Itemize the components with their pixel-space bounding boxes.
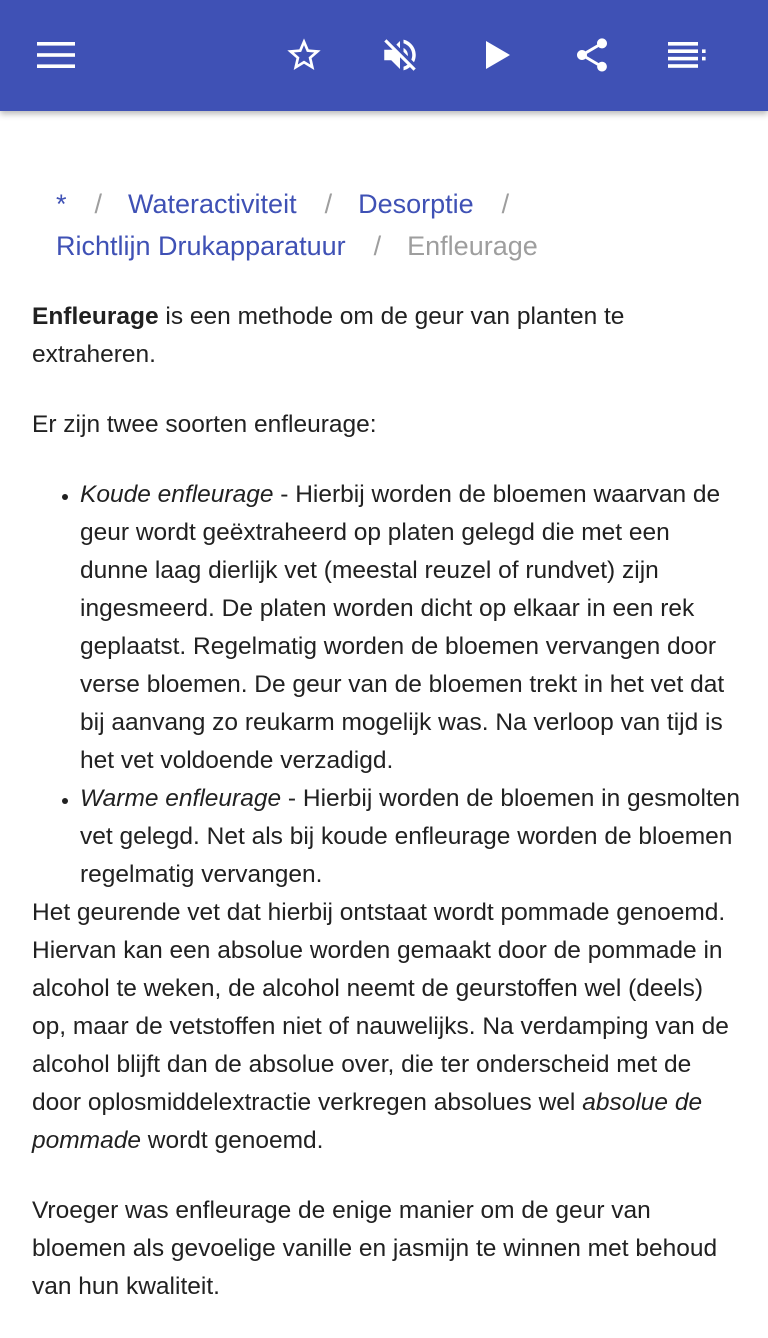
breadcrumb xyxy=(56,183,746,267)
share-icon xyxy=(572,34,612,76)
share-button[interactable] xyxy=(564,27,620,83)
pommade-paragraph xyxy=(32,894,742,1160)
favorite-button[interactable] xyxy=(276,27,332,83)
list-item-text: - Hierbij worden de bloemen in gesmolten vet gelegd. Net als bij koude enfleurage worden de bloemen regelmatig vervangen. xyxy=(80,785,741,888)
play-button[interactable] xyxy=(470,27,526,83)
intro-text: is een methode om de geur van planten te extraheren. xyxy=(32,303,625,368)
breadcrumb-item-richtlijn-drukapparatuur[interactable]: Richtlijn Drukapparatuur xyxy=(56,231,346,261)
intro-term: Enfleurage xyxy=(32,303,159,330)
article-content xyxy=(0,111,768,1300)
article-body xyxy=(32,298,742,1338)
breadcrumb-separator: / xyxy=(324,189,333,219)
list-item xyxy=(80,780,742,894)
intro-paragraph xyxy=(32,298,742,374)
breadcrumb-item-wateractiviteit[interactable]: Wateractiviteit xyxy=(128,189,297,219)
history-paragraph: Vroeger was enfleurage de enige manier om de geur van bloemen als gevoelige vanille en jasmijn te winnen met behoud van hun kwaliteit. xyxy=(32,1197,718,1300)
list-item-text: - Hierbij worden de bloemen waarvan de geur wordt geëxtraheerd op platen gelegd die met een dunne laag dierlijk vet (meestal reuzel of rundvet) zijn ingesmeerd. De platen worden dicht op elkaar in een rek geplaatst. Regelmatig worden de bloemen vervangen door verse bloemen. De geur van de bloemen trekt in het vet dat bij aanvang zo reukarm mogelijk was. Na verloop van tijd is het vet voldoende verzadigd. xyxy=(80,481,725,774)
breadcrumb-separator: / xyxy=(373,231,382,261)
breadcrumb-separator: / xyxy=(94,189,103,219)
pommade-text: Het geurende vet dat hierbij ontstaat wordt pommade genoemd. Hiervan kan een absolue worden gemaakt door de pommade in alcohol te weken, de alcohol neemt de geurstoffen wel (deels) op, maar de vetstoffen niet of nauwelijks. Na verdamping van de alcohol blijft dan de absolue over, die ter onderscheid met de door oplosmiddelextractie verkregen absolues wel xyxy=(32,899,729,1116)
list-item xyxy=(80,476,742,780)
app-bar xyxy=(0,0,768,111)
play-icon xyxy=(483,39,513,71)
breadcrumb-item-home[interactable]: * xyxy=(56,189,67,219)
breadcrumb-item-desorptie[interactable]: Desorptie xyxy=(358,189,474,219)
list-item-term: Warme enfleurage xyxy=(80,785,282,812)
breadcrumb-separator: / xyxy=(501,189,510,219)
volume-off-icon xyxy=(379,34,421,76)
list-item-term: Koude enfleurage xyxy=(80,481,274,508)
playlist-icon xyxy=(668,42,708,68)
star-outline-icon xyxy=(284,35,324,75)
menu-icon xyxy=(37,41,75,69)
pommade-term: absolue de pommade xyxy=(32,1089,703,1154)
enfleurage-types-list xyxy=(32,476,742,894)
mute-button[interactable] xyxy=(372,27,428,83)
contents-button[interactable] xyxy=(660,27,716,83)
types-heading: Er zijn twee soorten enfleurage: xyxy=(32,411,377,438)
menu-button[interactable] xyxy=(28,27,84,83)
pommade-text-end: wordt genoemd. xyxy=(140,1127,324,1154)
breadcrumb-current: Enfleurage xyxy=(407,231,538,261)
